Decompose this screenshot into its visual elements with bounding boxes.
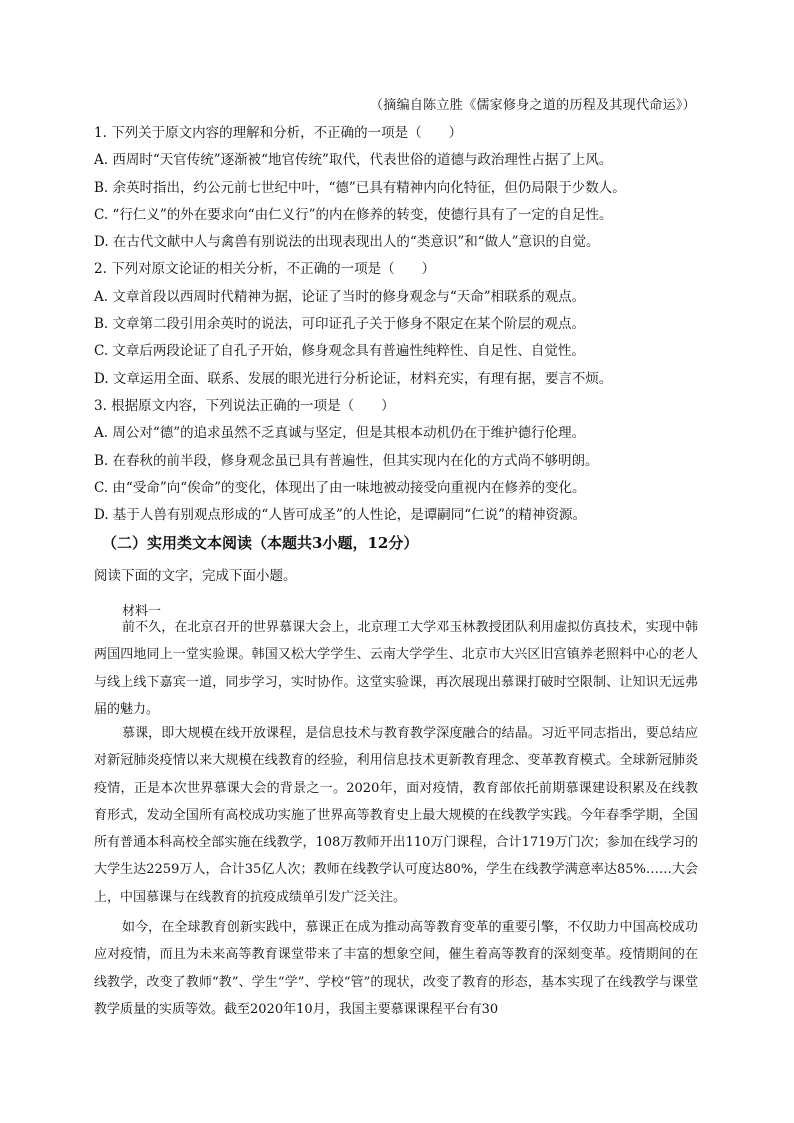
question-block xyxy=(94,120,714,529)
question-3-option-c: C. 由“受命”向“俟命”的变化，体现出了由一味地被动接受向重视内在修养的变化。 xyxy=(94,479,586,496)
material-paragraph-1: 前不久，在北京召开的世界慕课大会上，北京理工大学邓玉林教授团队利用虚拟仿真技术，实现中韩两国四地同上一堂实验课。韩国又松大学学生、云南大学学生、北京市大兴区旧宫镇养老照料中心的老人与线上线下嘉宾一道，同步学习，实时协作。这堂实验课，再次展现出慕课打破时空限制、让知识无远弗届的魅力。 xyxy=(94,620,698,717)
question-3-option-b: B. 在春秋的前半段，修身观念虽已具有普遍性，但其实现内在化的方式尚不够明朗。 xyxy=(94,452,599,469)
question-3-option-a: A. 周公对“德”的追求虽然不乏真诚与坚定，但是其根本动机仍在于维护德行伦理。 xyxy=(94,425,586,442)
question-2-option-b: B. 文章第二段引用余英时的说法，可印证孔子关于修身不限定在某个阶层的观点。 xyxy=(94,316,586,333)
source-citation: （摘编自陈立胜《儒家修身之道的历程及其现代命运》） xyxy=(369,98,696,113)
question-1-option-d: D. 在古代文献中人与禽兽有别说法的出现表现出人的“类意识”和“做人”意识的自觉。 xyxy=(94,234,600,251)
question-3-option-d: D. 基于人兽有别观点形成的“人皆可成圣”的人性论，是谭嗣同“仁说”的精神资源。 xyxy=(94,507,587,524)
section-instruction: 阅读下面的文字，完成下面小题。 xyxy=(94,568,297,584)
material-title: 材料一 xyxy=(122,604,162,619)
question-1-stem: 1. 下列关于原文内容的理解和分析，不正确的一项是（ ） xyxy=(94,125,463,141)
question-2-option-d: D. 文章运用全面、联系、发展的眼光进行分析论证，材料充实，有理有据，要言不烦。 xyxy=(94,370,613,387)
material-paragraph-3: 如今，在全球教育创新实践中，慕课正在成为推动高等教育变革的重要引擎，不仅助力中国高校成功应对疫情，而且为未来高等教育课堂带来了丰富的想象空间，催生着高等教育的深刻变革。疫情期间的在线教学，改变了教师“教”、学生“学”、学校“管”的现状，改变了教育的形态，基本实现了在线教学与课堂教学质量的实质等效。截至2020年10月，我国主要慕课课程平台有30 xyxy=(94,920,698,1017)
question-3-stem: 3. 根据原文内容，下列说法正确的一项是（ ） xyxy=(94,397,395,414)
section-title: （二）实用类文本阅读（本题共3小题，12分） xyxy=(102,534,419,552)
question-1-option-b: B. 余英时指出，约公元前七世纪中叶，“德”已具有精神内向化特征，但仍局限于少数人。 xyxy=(94,179,626,196)
question-2-option-c: C. 文章后两段论证了自孔子开始，修身观念具有普遍性纯粹性、自足性、自觉性。 xyxy=(94,343,585,360)
question-1-option-a: A. 西周时“天官传统”逐渐被“地官传统”取代，代表世俗的道德与政治理性占据了上风。 xyxy=(94,152,613,169)
question-2-option-a: A. 文章首段以西周时代精神为据，论证了当时的修身观念与“天命”相联系的观点。 xyxy=(94,288,586,305)
material-paragraph-2: 慕课，即大规模在线开放课程，是信息技术与教育教学深度融合的结晶。习近平同志指出，要总结应对新冠肺炎疫情以来大规模在线教育的经验，利用信息技术更新教育理念、变革教育模式。全球新冠肺炎疫情，正是本次世界慕课大会的背景之一。2020年，面对疫情，教育部依托前期慕课建设积累及在线教育形式，发动全国所有高校成功实施了世界高等教育史上最大规模的在线教学实践。今年春季学期，全国所有普通本科高校全部实施在线教学，108万教师开出110万门课程，合计1719万门次；参加在线学习的大学生达2259万人，合计35亿人次；教师在线教学认可度达80%，学生在线教学满意率达85%……大会上，中国慕课与在线教育的抗疫成绩单引发广泛关注。 xyxy=(94,726,698,905)
question-1-option-c: C. “行仁义”的外在要求向“由仁义行”的内在修养的转变，使德行具有了一定的自足性。 xyxy=(94,206,613,223)
question-2-stem: 2. 下列对原文论证的相关分析，不正确的一项是（ ） xyxy=(94,261,436,278)
